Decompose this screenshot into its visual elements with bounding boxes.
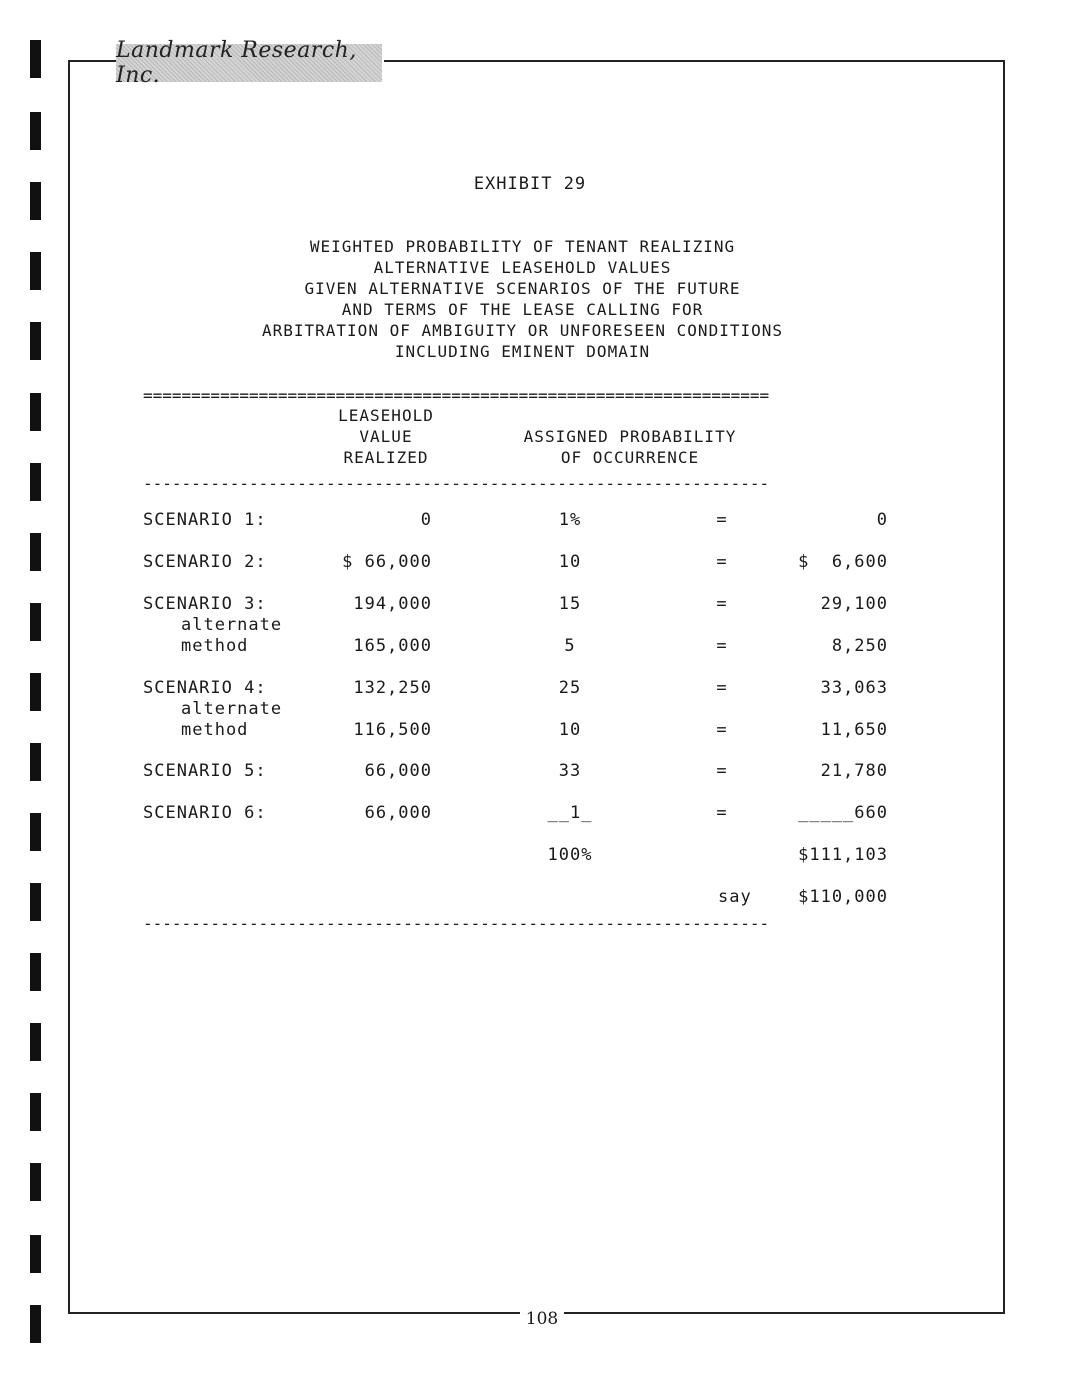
leasehold-value: 132,250: [353, 678, 432, 698]
equals-sign: =: [716, 552, 728, 572]
total-weighted-value: $111,103: [798, 845, 888, 865]
equals-sign: =: [716, 510, 728, 530]
scenario-label: SCENARIO 3:: [143, 594, 267, 614]
weighted-value: $ 6,600: [798, 552, 888, 572]
scenario-sublabel: alternate: [181, 699, 283, 719]
weighted-value: 29,100: [820, 594, 888, 614]
leasehold-value: 165,000: [353, 636, 432, 656]
equals-sign: =: [716, 720, 728, 740]
leasehold-value: 0: [420, 510, 432, 530]
scenario-label: SCENARIO 6:: [143, 803, 267, 823]
probability: 15: [558, 594, 582, 614]
single-rule-top: -----------------------------------------------------------------: [143, 474, 770, 493]
title-line: ALTERNATIVE LEASEHOLD VALUES: [373, 258, 672, 277]
leasehold-value: 194,000: [353, 594, 432, 614]
say-value: $110,000: [798, 887, 888, 907]
scenario-sublabel: alternate: [181, 615, 283, 635]
equals-sign: =: [716, 803, 728, 823]
equals-sign: =: [716, 636, 728, 656]
probability: 10: [558, 552, 582, 572]
equals-sign: =: [716, 761, 728, 781]
equals-sign: =: [716, 594, 728, 614]
weighted-value: 11,650: [820, 720, 888, 740]
leasehold-value: 66,000: [364, 761, 432, 781]
probability: 1%: [558, 510, 582, 530]
weighted-value: 21,780: [820, 761, 888, 781]
scenario-label: method: [181, 720, 249, 740]
leasehold-value: $ 66,000: [342, 552, 432, 572]
exhibit-title: EXHIBIT 29: [473, 174, 587, 194]
scenario-label: method: [181, 636, 249, 656]
company-logo: Landmark Research, Inc.: [116, 44, 382, 82]
header-line: VALUE: [359, 427, 413, 446]
scenario-label: SCENARIO 1:: [143, 510, 267, 530]
scenario-label: SCENARIO 4:: [143, 678, 267, 698]
title-line: INCLUDING EMINENT DOMAIN: [394, 342, 651, 361]
say-label: say: [718, 887, 752, 907]
title-line: AND TERMS OF THE LEASE CALLING FOR: [341, 300, 704, 319]
page-number: 108: [520, 1309, 564, 1329]
weighted-value: _____660: [798, 803, 888, 823]
document-title: [0, 236, 1045, 362]
title-line: GIVEN ALTERNATIVE SCENARIOS OF THE FUTURE: [304, 279, 741, 298]
equals-sign: =: [716, 678, 728, 698]
probability: 25: [558, 678, 582, 698]
probability: 10: [558, 720, 582, 740]
header-line: ASSIGNED PROBABILITY: [523, 427, 737, 446]
header-leasehold: [316, 405, 456, 468]
title-line: ARBITRATION OF AMBIGUITY OR UNFORESEEN CONDITIONS: [261, 321, 783, 340]
header-line: OF OCCURRENCE: [560, 448, 700, 467]
probability: __1_: [547, 803, 593, 823]
header-line: REALIZED: [343, 448, 429, 467]
title-line: WEIGHTED PROBABILITY OF TENANT REALIZING: [309, 237, 736, 256]
header-probability: [490, 426, 770, 468]
header-line: LEASEHOLD: [338, 406, 434, 425]
probability: 33: [558, 761, 582, 781]
weighted-value: 8,250: [831, 636, 888, 656]
leasehold-value: 66,000: [364, 803, 432, 823]
total-probability: 100%: [547, 845, 593, 865]
leasehold-value: 116,500: [353, 720, 432, 740]
single-rule-bottom: -----------------------------------------------------------------: [143, 914, 770, 933]
double-rule: =================================================================: [143, 386, 770, 405]
scenario-label: SCENARIO 5:: [143, 761, 267, 781]
weighted-value: 33,063: [820, 678, 888, 698]
scenario-label: SCENARIO 2:: [143, 552, 267, 572]
probability: 5: [564, 636, 576, 656]
weighted-value: 0: [876, 510, 888, 530]
